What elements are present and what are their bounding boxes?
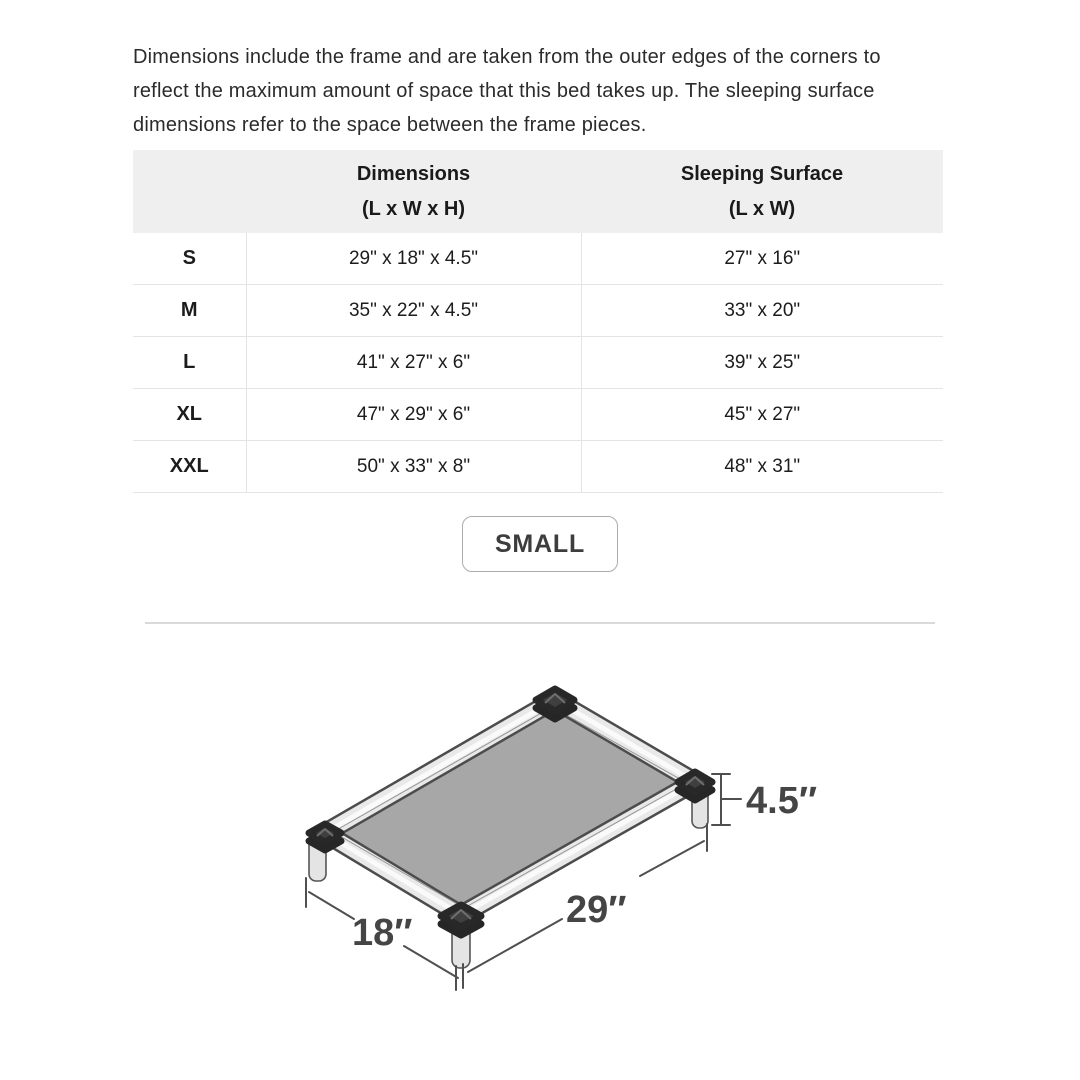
table-row-s [133,233,943,285]
header-sleeping-line1: Sleeping Surface [680,162,844,185]
size-label: XL [133,389,246,441]
header-cell-dimensions [246,150,581,233]
bracket-right [678,772,712,792]
size-label: XXL [133,441,246,493]
bed-frame [325,700,695,915]
sleeping-surface-value: 45" x 27" [581,389,943,441]
header-cell-sleeping-surface [581,150,943,233]
dimensions-value: 29" x 18" x 4.5" [246,233,581,285]
length-dimension-label: 29″ [566,889,627,931]
sleeping-surface-value: 48" x 31" [581,441,943,493]
dimensions-value: 50" x 33" x 8" [246,441,581,493]
dimensions-value: 35" x 22" x 4.5" [246,285,581,337]
dimensions-value: 41" x 27" x 6" [246,337,581,389]
table-row-xl [133,389,943,441]
header-dimensions-line1: Dimensions [356,162,471,185]
header-sleeping-line2: (L x W) [728,197,796,220]
size-table-header [133,150,943,233]
section-divider [145,622,935,624]
table-row-xxl [133,441,943,493]
size-label: L [133,337,246,389]
table-row-l [133,337,943,389]
size-table [133,150,943,493]
small-size-button[interactable]: SMALL [462,516,618,572]
height-dimension [712,774,817,825]
height-dimension-label: 4.5″ [746,780,818,822]
width-dimension-label: 18″ [352,912,413,954]
size-label: S [133,233,246,285]
size-label: M [133,285,246,337]
intro-paragraph: Dimensions include the frame and are taken from the outer edges of the corners to reflect the maximum amount of space that this bed takes up. The sleeping surface dimensions refer to the space between the frame pieces. [133,46,881,136]
table-row-m [133,285,943,337]
header-dimensions-line2: (L x W x H) [362,197,465,220]
sleeping-surface-value: 27" x 16" [581,233,943,285]
bracket-left [309,824,341,842]
sleeping-surface-value: 39" x 25" [581,337,943,389]
dimensions-value: 47" x 29" x 6" [246,389,581,441]
sleeping-surface-value: 33" x 20" [581,285,943,337]
bed-diagram [250,650,890,1020]
header-cell-size [133,150,246,233]
